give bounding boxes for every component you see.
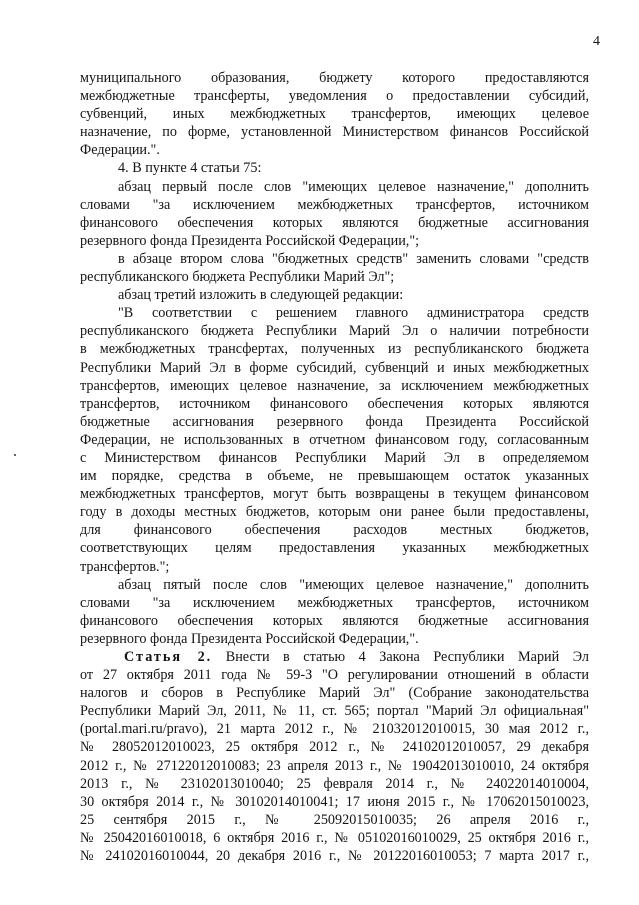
text-line: республиканского бюджета Республики Марий Эл о наличии потребности bbox=[80, 323, 589, 340]
text-line: им порядке, средства в объеме, не превышающем остаток указанных bbox=[80, 468, 589, 485]
text-line: "В соответствии с решением главного администратора средств bbox=[118, 305, 589, 322]
text-line: словами "за исключением межбюджетных трансфертов, источником bbox=[80, 196, 589, 213]
text-line: резервного фонда Президента Российской Федерации,". bbox=[80, 630, 419, 647]
text-line: № 24102016010044, 20 декабря 2016 г., № 20122016010053; 7 марта 2017 г., bbox=[80, 848, 589, 865]
text-line: 25 сентября 2015 г., № 25092015010035; 26 апреля 2016 г., bbox=[80, 811, 589, 828]
text-line: году в доходы местных бюджетов, которым они ранее были предоставлены, bbox=[80, 504, 589, 521]
text-line: Республики Марий Эл, 2011, № 11, ст. 565; портал "Марий Эл официальная" bbox=[80, 703, 589, 720]
page-number: 4 bbox=[593, 34, 600, 49]
text-line: в межбюджетных трансфертах, полученных из республиканского бюджета bbox=[80, 341, 589, 358]
text-line: абзац пятый после слов "имеющих целевое назначение," дополнить bbox=[118, 576, 589, 593]
text-line: соответствующих целям предоставления указанных межбюджетных bbox=[80, 540, 589, 557]
text-line: муниципального образования, бюджету которого предоставляются bbox=[80, 70, 589, 86]
text-line: трансфертов, имеющих целевое назначение, за исключением межбюджетных bbox=[80, 377, 589, 394]
text-line: Федерации.". bbox=[80, 142, 160, 159]
text-line: словами "за исключением межбюджетных трансфертов, источником bbox=[80, 594, 589, 611]
text-line: 30 октября 2014 г., № 30102014010041; 17 июня 2015 г., № 17062015010023, bbox=[80, 793, 589, 810]
text-line: 2012 г., № 27122012010083; 23 апреля 2013 г., № 19042013010010, 24 октября bbox=[80, 757, 589, 774]
text-line: назначение, по форме, установленной Министерством финансов Российской bbox=[80, 124, 589, 141]
article-2-first-line: Внести в статью 4 Закона Республики Марий Эл bbox=[225, 649, 589, 665]
text-line: № 28052012010023, 25 октября 2012 г., № 24102012010057, 29 декабря bbox=[80, 739, 589, 756]
text-line: межбюджетные трансферты, уведомления о предоставлении субсидий, bbox=[80, 88, 589, 105]
text-line: (portal.mari.ru/pravo), 21 марта 2012 г., № 21032012010015, 30 мая 2012 г., bbox=[80, 721, 589, 738]
document-body bbox=[80, 69, 589, 865]
text-line: № 25042016010018, 6 октября 2016 г., № 05102016010029, 25 октября 2016 г., bbox=[80, 829, 589, 846]
text-line: трансфертов."; bbox=[80, 558, 170, 575]
article-2-heading-line bbox=[80, 648, 589, 666]
amendment-text bbox=[80, 69, 589, 648]
text-line: 2013 г., № 23102013010040; 25 февраля 2014 г., № 24022014010004, bbox=[80, 775, 589, 792]
text-line: Федерации, не использованных в отчетном финансовом году, согласованным bbox=[80, 431, 589, 448]
text-line: трансфертов, источником финансового обеспечения которых являются bbox=[80, 395, 589, 412]
text-line: 4. В пункте 4 статьи 75: bbox=[118, 160, 262, 177]
text-line: абзац первый после слов "имеющих целевое назначение," дополнить bbox=[118, 178, 589, 195]
text-line: республиканского бюджета Республики Марий Эл"; bbox=[80, 269, 395, 286]
text-line: финансового обеспечения которых являются бюджетные ассигнования bbox=[80, 612, 589, 629]
text-line: абзац третий изложить в следующей редакции: bbox=[118, 287, 404, 304]
scan-artifact bbox=[14, 454, 16, 456]
text-line: субвенций, иных межбюджетных трансфертов, имеющих целевое bbox=[80, 106, 589, 123]
text-line: резервного фонда Президента Российской Федерации,"; bbox=[80, 232, 420, 249]
text-line: межбюджетных трансфертов, могут быть возвращены в текущем финансовом bbox=[80, 486, 589, 503]
text-line: в абзаце втором слова "бюджетных средств" заменить словами "средств bbox=[118, 250, 589, 267]
article-2-label: Статья 2. bbox=[124, 649, 213, 665]
text-line: Республики Марий Эл в форме субсидий, субвенций и иных межбюджетных bbox=[80, 359, 589, 376]
text-line: налогов и сборов в Республике Марий Эл" (Собрание законодательства bbox=[80, 685, 589, 702]
text-line: от 27 октября 2011 года № 59-З "О регулировании отношений в области bbox=[80, 667, 589, 684]
text-line: бюджетные ассигнования резервного фонда Президента Российской bbox=[80, 413, 589, 430]
text-line: с Министерством финансов Республики Марий Эл в определяемом bbox=[80, 449, 589, 466]
article-2-text bbox=[80, 666, 589, 865]
text-line: финансового обеспечения которых являются бюджетные ассигнования bbox=[80, 214, 589, 231]
text-line: для финансового обеспечения расходов местных бюджетов, bbox=[80, 522, 589, 539]
